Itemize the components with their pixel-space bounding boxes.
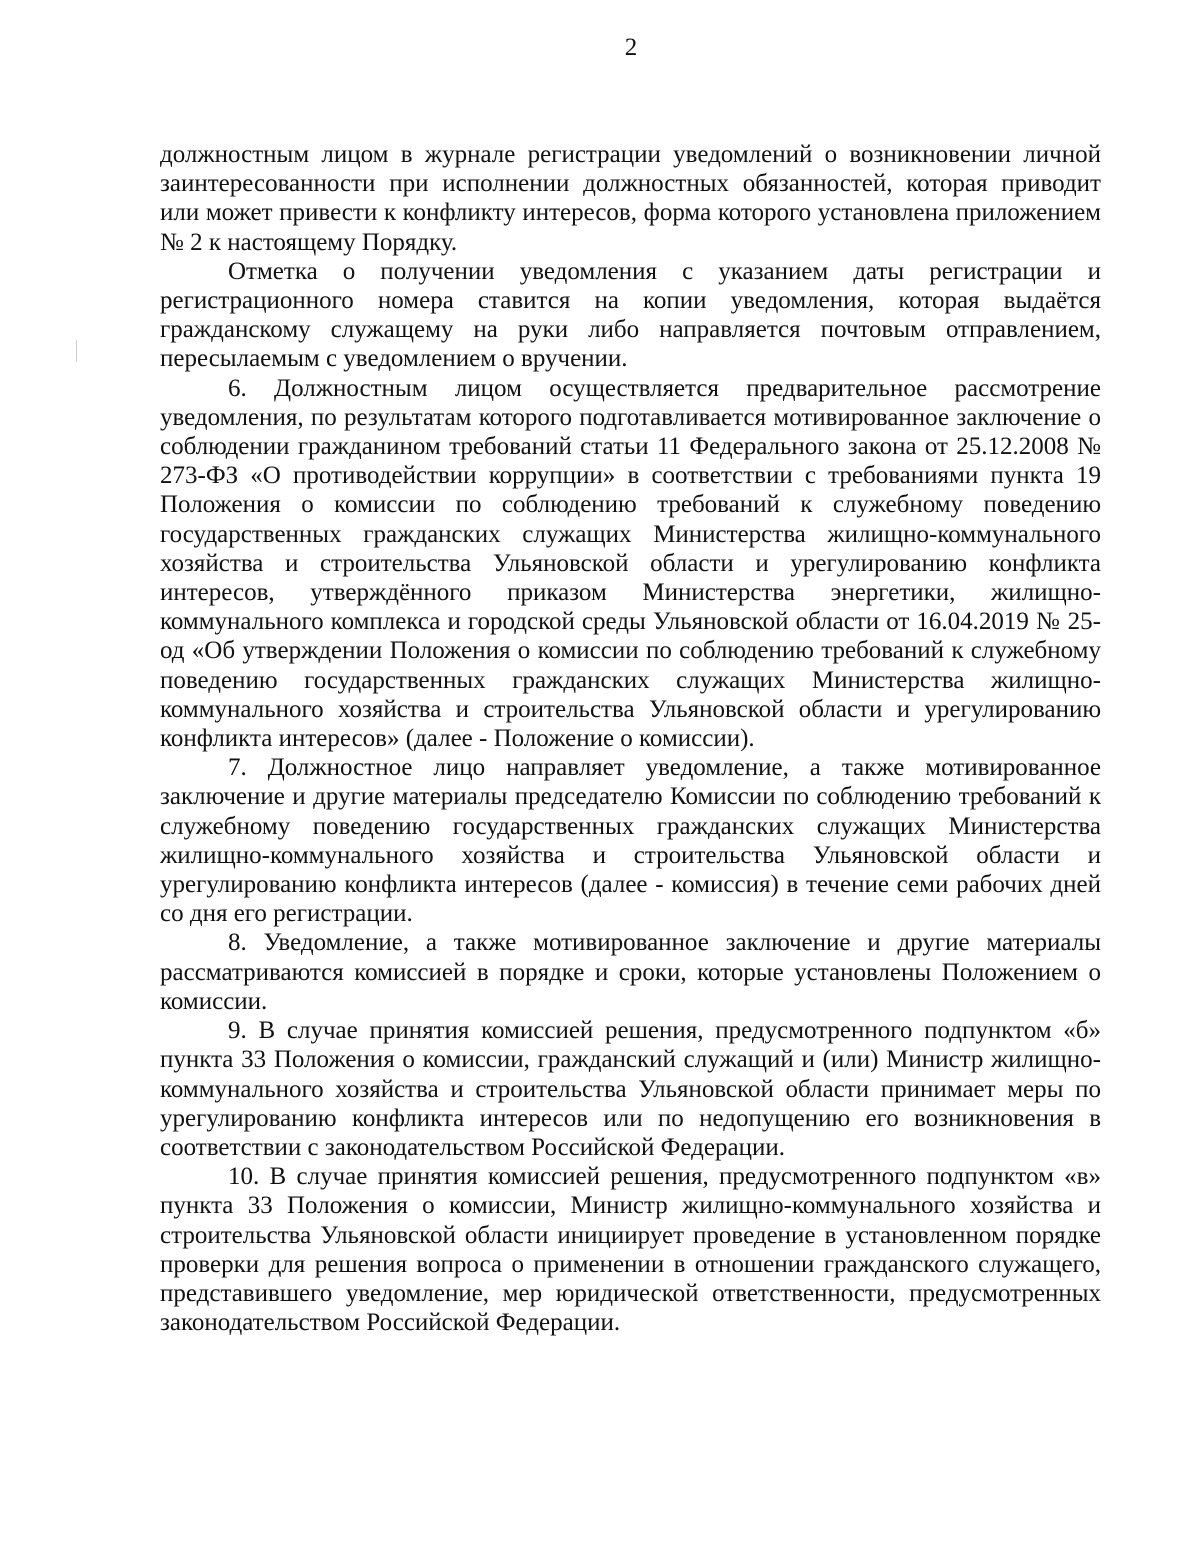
paragraph-item-6: 6. Должностным лицом осуществляется предварительное рассмотрение уведомления, по результатам которого подготавливается мотивированное заключение о соблюдении гражданином требований статьи 11 Федерального закона от 25.12.2008 № 273-ФЗ «О противодействии коррупции» в соответствии с требованиями пункта 19 Положения о комиссии по соблюдению требований к служебному поведению государственных гражданских служащих Министерства жилищно-коммунального хозяйства и строительства Ульяновской области и урегулированию конфликта интересов, утверждённого приказом Министерства энергетики, жилищно-коммунального комплекса и городской среды Ульяновской области от 16.04.2019 № 25-од «Об утверждении Положения о комиссии по соблюдению требований к служебному поведению государственных гражданских служащих Министерства жилищно-коммунального хозяйства и строительства Ульяновской области и урегулированию конфликта интересов» (далее - Положение о комиссии). bbox=[160, 374, 1101, 753]
page-number: 2 bbox=[624, 34, 638, 61]
scan-margin-mark bbox=[76, 340, 77, 362]
paragraph-item-10: 10. В случае принятия комиссией решения, предусмотренного подпунктом «в» пункта 33 Положения о комиссии, Министр жилищно-коммунального хозяйства и строительства Ульяновской области инициирует проведение в установленном порядке проверки для решения вопроса о применении в отношении гражданского служащего, представившего уведомление, мер юридической ответственности, предусмотренных законодательством Российской Федерации. bbox=[160, 1163, 1101, 1337]
paragraph-item-9: 9. В случае принятия комиссией решения, предусмотренного подпунктом «б» пункта 33 Положения о комиссии, гражданский служащий и (или) Министр жилищно-коммунального хозяйства и строительства Ульяновской области принимает меры по урегулированию конфликта интересов или по недопущению его возникновения в соответствии с законодательством Российской Федерации. bbox=[160, 1017, 1101, 1161]
document-body bbox=[160, 140, 1101, 1337]
paragraph-item-8: 8. Уведомление, а также мотивированное заключение и другие материалы рассматриваются комиссией в порядке и сроки, которые установлены Положением о комиссии. bbox=[160, 929, 1101, 1015]
paragraph-registration-mark: Отметка о получении уведомления с указанием даты регистрации и регистрационного номера ставится на копии уведомления, которая выдаётся гражданскому служащему на руки либо направляется почтовым отправлением, пересылаемым с уведомлением о вручении. bbox=[160, 257, 1101, 373]
paragraph-continuation: должностным лицом в журнале регистрации уведомлений о возникновении личной заинтересованности при исполнении должностных обязанностей, которая приводит или может привести к конфликту интересов, форма которого установлена приложением № 2 к настоящему Порядку. bbox=[160, 141, 1101, 256]
paragraph-item-7: 7. Должностное лицо направляет уведомление, а также мотивированное заключение и другие материалы председателю Комиссии по соблюдению требований к служебному поведению государственных гражданских служащих Министерства жилищно-коммунального хозяйства и строительства Ульяновской области и урегулированию конфликта интересов (далее - комиссия) в течение семи рабочих дней со дня его регистрации. bbox=[160, 754, 1101, 928]
